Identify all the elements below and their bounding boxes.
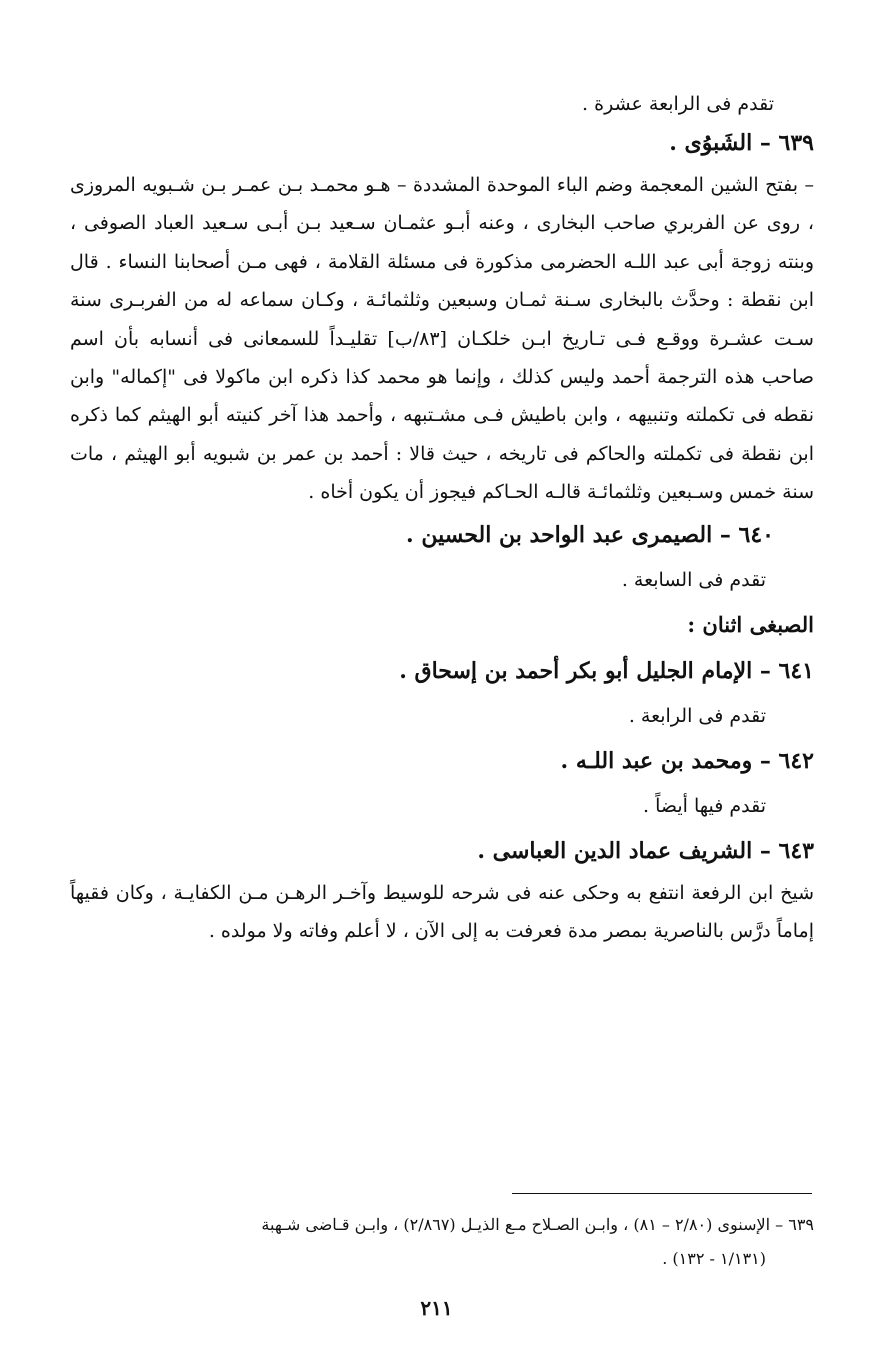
page-number: ٢١١ xyxy=(420,1296,453,1320)
entry-643-heading: ٦٤٣ – الشريف عماد الدين العباسى . xyxy=(477,837,814,864)
footnotes xyxy=(70,1208,814,1276)
entry-640-note: تقدم فى السابعة . xyxy=(621,568,766,591)
entry-641-note: تقدم فى الرابعة . xyxy=(628,704,766,727)
entry-639-heading: ٦٣٩ – الشَبوُى . xyxy=(669,130,814,156)
entry-642-note: تقدم فيها أيضاً . xyxy=(643,794,766,817)
footnote-divider xyxy=(512,1193,812,1194)
footnote-line: ٦٣٩ – الإسنوى (٢/٨٠ – ٨١) ، وابـن الصـلاح مـع الذيـل (٢/٨٦٧) ، وابـن قـاضى شـهبة xyxy=(261,1215,814,1234)
entry-641-heading: ٦٤١ – الإمام الجليل أبو بكر أحمد بن إسحاق . xyxy=(399,657,814,684)
continuation-line: تقدم فى الرابعة عشرة . xyxy=(582,93,774,115)
entry-642-heading: ٦٤٢ – ومحمد بن عبد اللـه . xyxy=(560,747,814,774)
section-title: الصبغى اثنان : xyxy=(687,611,814,637)
footnote-line: (١/١٣١ - ١٣٢) . xyxy=(662,1249,766,1268)
entry-639-body: – بفتح الشين المعجمة وضم الباء الموحدة المشددة – هـو محمـد بـن عمـر بـن شـبويه المروزى ، روى عن الفربري صاحب البخارى ، وعنه أبـو عثمـان سـعيد بـن أبـى سـعيد العباد الصوفى ، وبنته زوجة أبى عبد اللـه الحضرمى مذكورة فى مسئلة القلامة ، فهى مـن أصحابنا النساء . قال ابن نقطة : وحدَّث بالبخارى سـنة ثمـان وسبعين وثلثمائـة ، وكـان سماعه له من الفربـرى سنة سـت عشـرة ووقـع فـى تـاريخ ابـن خلكـان [٨٣/ب] تقليـداً للسمعانى فى أنسابه بأن اسم صاحب هذه الترجمة أحمد وليس كذلك ، وإنما هو محمد كذا ذكره ابن ماكولا فى "إكماله" وابن نقطه فى تكملته وتنبيهه ، وابن باطيش فـى مشـتبهه ، وأحمد هذا آخر كنيته أبو الهيثم كما ذكره ابن نقطة فى تكملته والحاكم فى تاريخه ، حيث قالا : أحمد بن عمر بن شبويه أبو الهيثم ، مات سنة خمس وسـبعين وثلثمائـة قالـه الحـاكم فيجوز أن يكون أخاه . xyxy=(70,174,814,504)
page-body xyxy=(70,88,814,950)
entry-640-heading: ٦٤٠ – الصيمرى عبد الواحد بن الحسين . xyxy=(406,521,774,548)
entry-643-body: شيخ ابن الرفعة انتفع به وحكى عنه فى شرحه للوسيط وآخـر الرهـن مـن الكفايـة ، وكان فقيهاً إماماً درَّس بالناصرية بمصر مدة فعرفت به إلى الآن ، لا أعلم وفاته ولا مولده . xyxy=(70,881,814,943)
